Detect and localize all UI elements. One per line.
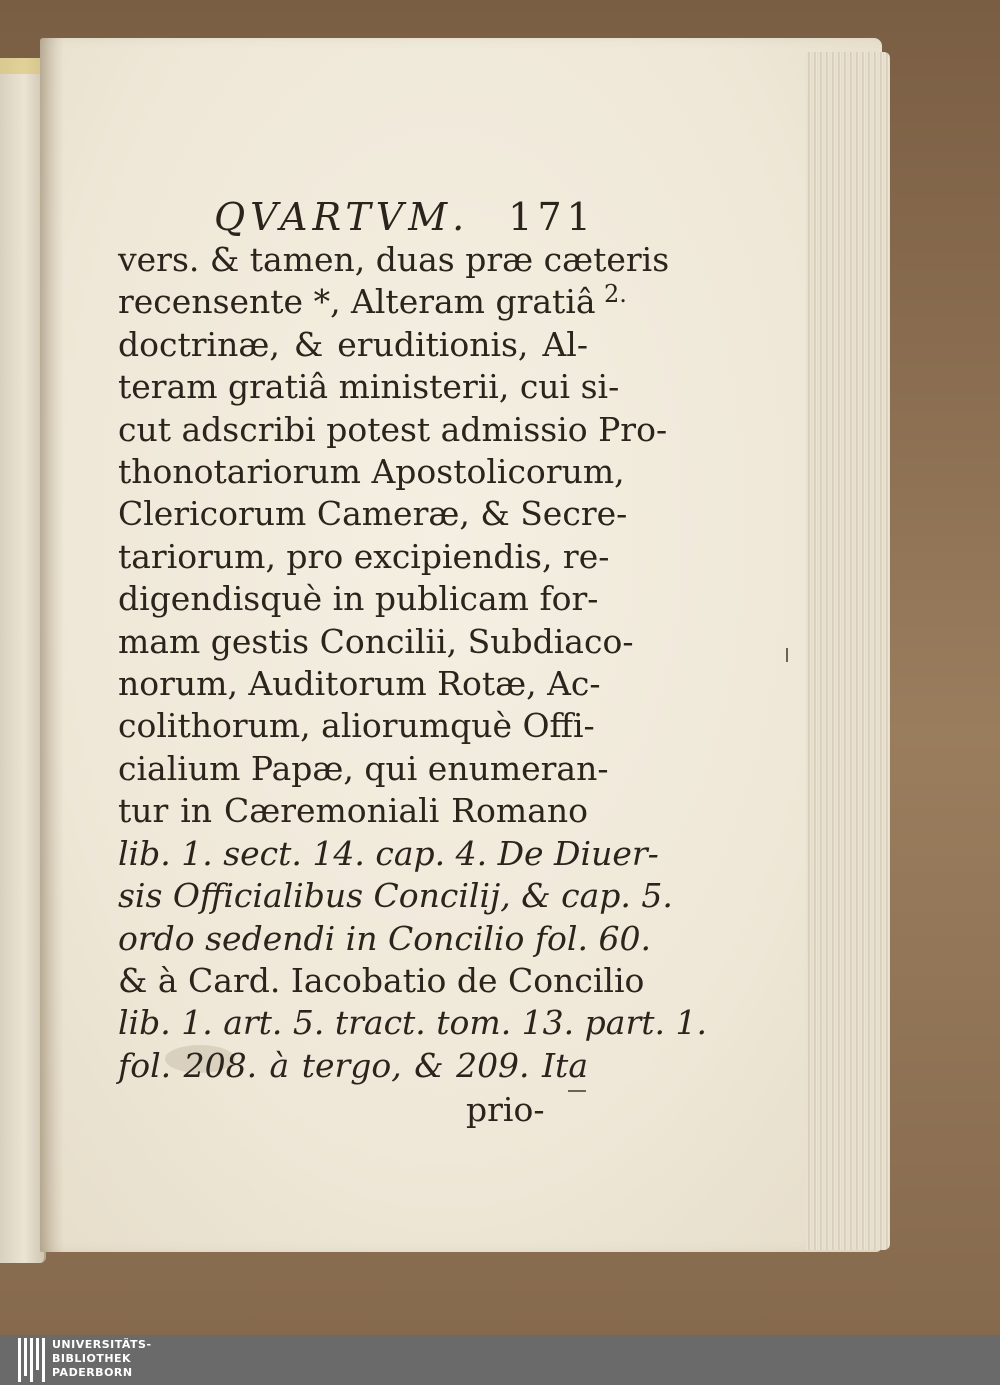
text-line: mam gestis Concilii, Subdiaco- — [118, 621, 634, 661]
stray-dash — [568, 1090, 586, 1092]
text-line: colithorum, aliorumquè Offi- — [118, 706, 595, 746]
logo-line: PADERBORN — [52, 1366, 133, 1379]
text-line: digendisquè in publicam for- — [118, 579, 599, 619]
text-line: ordo sedendi in Concilio fol. 60. — [118, 918, 651, 958]
text-line: norum, Auditorum Rotæ, Ac- — [118, 664, 601, 704]
text-line: lib. 1. sect. 14. cap. 4. De Diuer- — [118, 833, 659, 873]
stray-mark — [786, 648, 788, 662]
text-line: thonotariorum Apostolicorum, — [118, 452, 625, 492]
library-logo-icon — [18, 1338, 44, 1382]
left-page-gilt-edge — [0, 58, 40, 74]
text-line: tariorum, pro excipiendis, re- — [118, 536, 610, 576]
text-line: cialium Papæ, qui enumeran- — [118, 748, 609, 788]
running-head-title: QVARTVM. — [214, 195, 470, 239]
gutter-shadow — [40, 38, 64, 1252]
marginal-note: 2. — [604, 280, 627, 308]
text-line: tur in Cæremoniali Romano — [118, 791, 588, 831]
running-head — [118, 195, 596, 239]
text-line: teram gratiâ ministerii, cui si- — [118, 367, 620, 407]
library-logo-text — [52, 1338, 152, 1380]
page-stack-edge — [806, 52, 890, 1250]
catchword: prio- — [466, 1090, 545, 1130]
page-text — [118, 195, 707, 1131]
page-number: 171 — [508, 195, 596, 239]
text-line: sis Officialibus Concilij, & cap. 5. — [118, 876, 673, 916]
text-line: recensente *, Alteram gratiâ — [118, 282, 596, 322]
text-line: doctrinæ, & eruditionis, Al- — [118, 324, 588, 364]
logo-line: BIBLIOTHEK — [52, 1352, 132, 1365]
text-line: & à Card. Iacobatio de Concilio — [118, 960, 645, 1000]
text-line: lib. 1. art. 5. tract. tom. 13. part. 1. — [118, 1003, 707, 1043]
text-line: Clericorum Cameræ, & Secre- — [118, 494, 628, 534]
text-line: cut adscribi potest admissio Pro- — [118, 409, 668, 449]
logo-line: UNIVERSITÄTS- — [52, 1338, 152, 1351]
text-line: fol. 208. à tergo, & 209. Ita — [118, 1045, 588, 1085]
text-line: vers. & tamen, duas præ cæteris — [118, 240, 670, 279]
